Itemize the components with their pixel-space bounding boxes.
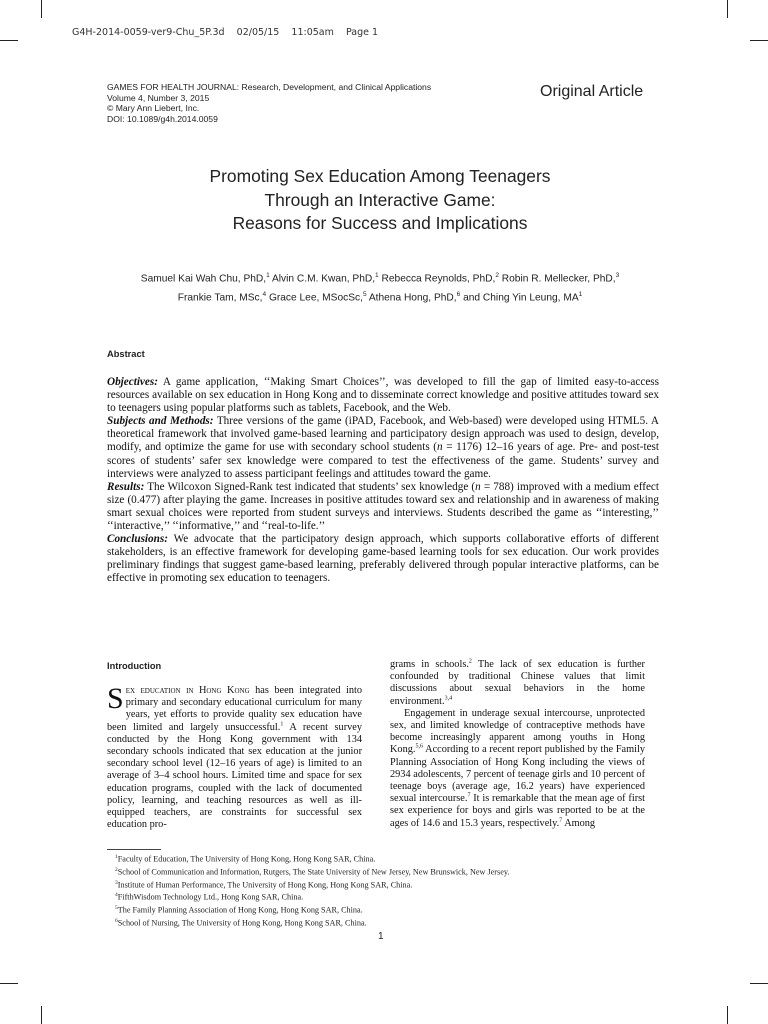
- title-line-3: Reasons for Success and Implications: [232, 213, 528, 233]
- crop-mark-top-left-h: [0, 40, 18, 41]
- methods-text-2: = 1176) 12–16 years of age. Pre- and post-test scores of students’ safer sex knowledge were compared to test the effectiveness of the game. Students’ survey and interviews were analyzed to assess participant feelings and attitudes toward the game.: [107, 441, 659, 480]
- footnote-number: 4: [115, 892, 118, 899]
- footnote-text: School of Nursing, The University of Hong Kong, Hong Kong SAR, China.: [117, 918, 367, 928]
- lead-in-smallcaps: ex education in Hong Kong: [125, 685, 250, 696]
- citation: 1: [280, 721, 284, 728]
- footnote-rule: [107, 849, 161, 850]
- footnote: [115, 916, 675, 929]
- footnote-text: Institute of Human Performance, The University of Hong Kong, Hong Kong SAR, China.: [117, 880, 413, 890]
- intro-column-2: [390, 659, 645, 830]
- introduction-heading: Introduction: [107, 661, 162, 671]
- affiliation-ref: 1: [578, 291, 583, 299]
- author-list: [100, 268, 660, 307]
- journal-volume: Volume 4, Number 3, 2015: [107, 92, 210, 103]
- methods-label: Subjects and Methods:: [107, 415, 214, 428]
- author-name: Alvin C.M. Kwan, PhD,: [269, 273, 376, 285]
- citation: 7: [467, 792, 471, 799]
- footnote-number: 6: [115, 918, 118, 925]
- crop-mark-bottom-right-h: [750, 983, 768, 984]
- intro-text: It is remarkable that the mean age of first sex experience for boys and girls was reported to be at the ages of 14.6 and 15.3 years, respectively.: [390, 793, 645, 829]
- print-slug: G4H-2014-0059-ver9-Chu_5P.3d 02/05/15 11:05am Page 1: [72, 27, 379, 38]
- crop-mark-top-right: [727, 0, 728, 18]
- crop-mark-top-left: [41, 0, 42, 18]
- affiliation-ref: 1: [375, 272, 379, 279]
- journal-info: [107, 82, 467, 124]
- footnote-text: School of Communication and Information, Rutgers, The State University of New Jersey, New Brunswick, New Jersey.: [117, 867, 510, 877]
- title-line-1: Promoting Sex Education Among Teenagers: [209, 166, 551, 186]
- abstract-body: [107, 376, 659, 586]
- author-name: Frankie Tam, MSc,: [177, 292, 263, 304]
- methods-n: n: [437, 441, 443, 454]
- intro-column-1: [107, 682, 362, 831]
- journal-copyright: © Mary Ann Liebert, Inc.: [107, 103, 200, 113]
- intro-text: Among: [562, 817, 596, 829]
- crop-mark-bottom-left: [41, 1006, 42, 1024]
- intro-text: grams in schools.: [390, 659, 469, 670]
- citation: 2: [468, 658, 472, 665]
- objectives-label: Objectives:: [107, 376, 158, 388]
- affiliation-footnotes: [115, 852, 675, 929]
- crop-mark-top-right-h: [750, 40, 768, 41]
- conclusions-text: We advocate that the participatory design approach, which supports collaborative efforts of different stakeholders, is an effective framework for developing game-based learning tools for sex education. Our work provides preliminary findings that suggest game-based learning, preferably delivered through popular interactive platforms, can be effective in promoting sex education to teenagers.: [107, 533, 659, 585]
- journal-name: GAMES FOR HEALTH JOURNAL: Research, Development, and Clinical Applications: [107, 82, 432, 92]
- crop-mark-bottom-right: [727, 1006, 728, 1024]
- intro-text: According to a recent report published by the Family Planning Association of Hong Kong including the views of 2934 adolescents, 7 percent of teenage girls and 10 percent of teenage boys (average age, 16.2 years) have experienced sexual intercourse.: [390, 744, 645, 805]
- footnote: [115, 903, 675, 916]
- intro-text: The lack of sex education is further confounded by traditional Chinese values that limit discussions about sexual behaviors in the home environment.: [390, 659, 645, 707]
- results-n: n: [475, 480, 481, 493]
- intro-text: A recent survey conducted by the Hong Kong government with 134 secondary schools indicated that sex education at the junior secondary school level (12–16 years of age) is limited to an average of 3–4 school hours. Limited time and space for sex education programs, coupled with the lack of documented policy, learning, and teaching resources as well as ill-equipped teachers, are constraints for successful sex education pro-: [107, 721, 362, 831]
- affiliation-ref: 5: [362, 291, 367, 299]
- abstract-conclusions: [107, 533, 659, 585]
- affiliation-ref: 3: [615, 272, 620, 279]
- footnote: [115, 865, 675, 878]
- affiliation-ref: 2: [495, 272, 499, 279]
- abstract-results: [107, 481, 659, 533]
- author-name: Rebecca Reynolds, PhD,: [378, 273, 496, 285]
- footnote: [115, 878, 675, 891]
- article-title: [100, 165, 660, 236]
- intro-text: Engagement in underage sexual intercourse, unprotected sex, and limited knowledge of contraceptive methods have become increasingly apparent among youths in Hong Kong.: [390, 707, 645, 756]
- author-name: Athena Hong, PhD,: [366, 292, 457, 304]
- conclusions-label: Conclusions:: [107, 533, 168, 546]
- results-text: The Wilcoxon Signed-Rank test indicated that students’ sex knowledge (: [144, 480, 476, 493]
- intro-paragraph-1-cont: [390, 659, 645, 708]
- author-name: Grace Lee, MSocSc,: [266, 292, 363, 304]
- intro-text: has been integrated into primary and secondary educational curriculum for many years, yet efforts to provide quality sex education have been limited and largely unsuccessful.: [107, 685, 362, 733]
- footnote-number: 1: [115, 854, 118, 860]
- title-line-2: Through an Interactive Game:: [264, 189, 496, 210]
- citation: 3,4: [444, 695, 453, 702]
- intro-paragraph-2: [390, 708, 645, 830]
- author-line-2: [100, 287, 660, 306]
- page-number: 1: [378, 931, 384, 942]
- journal-doi: DOI: 10.1089/g4h.2014.0059: [107, 113, 218, 124]
- footnote: [115, 852, 675, 865]
- citation: 7: [559, 817, 563, 824]
- objectives-text: A game application, ‘‘Making Smart Choices’’, was developed to fill the gap of limited easy-to-access resources available on sex education in Hong Kong and to disseminate correct knowledge and positive attitudes toward sex to teenagers using popular platforms such as tablets, Facebook, and the Web.: [107, 376, 659, 415]
- author-line-1: [100, 268, 660, 287]
- results-label: Results:: [107, 480, 145, 493]
- crop-mark-bottom-left-h: [0, 983, 18, 984]
- methods-text: Three versions of the game (iPAD, Facebook, and Web-based) were developed using HTML5. A theoretical framework that involved game-based learning and participatory design approach was used to design, develop, modify, and optimize the game for use with secondary school students (: [107, 415, 659, 454]
- affiliation-ref: 4: [262, 291, 267, 299]
- abstract-objectives: [107, 376, 659, 415]
- affiliation-ref: 1: [266, 272, 270, 279]
- footnote-number: 5: [115, 905, 118, 912]
- results-text-2: = 788) improved with a medium effect size (0.477) after playing the game. Increases in positive attitudes toward sex and relationship and in awareness of making smart sexual choices were reported from student surveys and interviews. Students described the game as ‘‘interesting,’’ ‘‘interactive,’’ ‘‘informative,’’ and ‘‘real-to-life.’’: [107, 480, 659, 533]
- footnote-number: 2: [115, 866, 118, 873]
- article-type: Original Article: [540, 83, 644, 100]
- abstract-methods: [107, 415, 659, 480]
- footnote-text: Faculty of Education, The University of Hong Kong, Hong Kong SAR, China.: [117, 854, 376, 864]
- author-name: and Ching Yin Leung, MA: [460, 292, 579, 304]
- footnote: [115, 890, 675, 903]
- affiliation-ref: 6: [456, 291, 461, 299]
- drop-cap: S: [107, 682, 124, 715]
- abstract-heading: Abstract: [107, 349, 145, 359]
- footnote-text: FifthWisdom Technology Ltd., Hong Kong SAR, China.: [117, 893, 304, 903]
- footnote-number: 3: [115, 879, 118, 886]
- author-name: Samuel Kai Wah Chu, PhD,: [140, 273, 267, 285]
- author-name: Robin R. Mellecker, PhD,: [498, 273, 616, 285]
- intro-paragraph-1: [107, 682, 362, 831]
- footnote-text: The Family Planning Association of Hong Kong, Hong Kong SAR, China.: [117, 906, 363, 916]
- citation: 5,6: [415, 744, 423, 750]
